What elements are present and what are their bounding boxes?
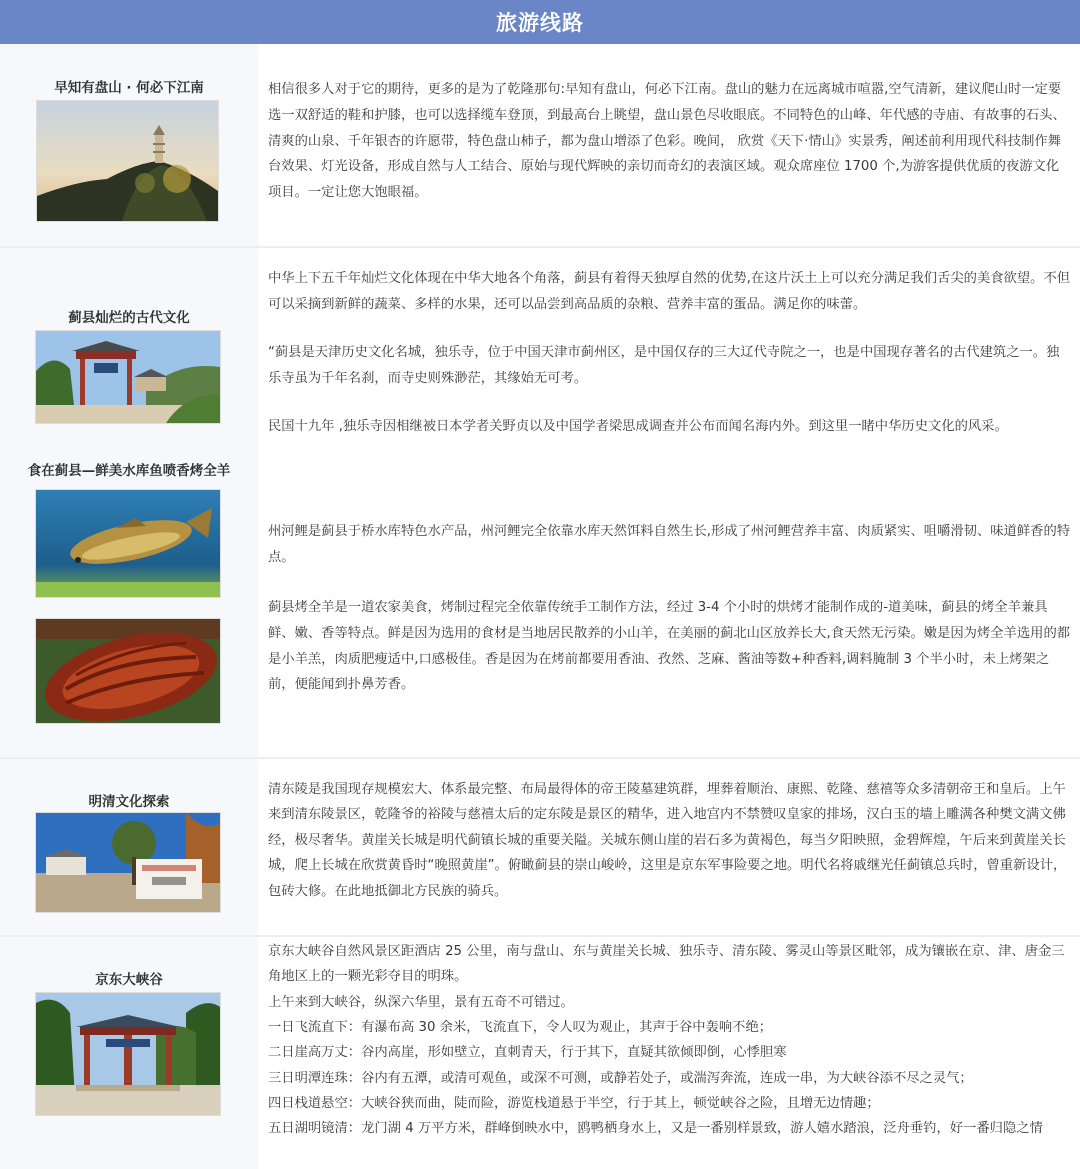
paragraph: 相信很多人对于它的期待，更多的是为了乾隆那句:早知有盘山，何必下江南。盘山的魅力在远离城市喧嚣,空气清新，建议爬山时一定要选一双舒适的鞋和护膝，也可以选择缆车登顶，到最高台上眺望，盘山景色尽收眼底。不同特色的山峰、年代感的寺庙、有故事的石头、清爽的山泉、千年银杏的许愿带，特色盘山柿子，都为盘山增添了色彩。晚间， 欣赏《天下·情山》实景秀，阐述前利用现代科技制作舞台效果、灯光设备，形成自然与人工结合、原始与现代辉映的亲切而奇幻的表演区域。观众席座位 1700 个,为游客提供优质的夜游文化项目。一定让您大饱眼福。 xyxy=(268,82,1066,201)
paragraph: 四日栈道悬空：大峡谷狭而曲，陡而险，游览栈道悬于半空，行于其上，顿觉峡谷之险，且增无边情趣； xyxy=(268,1096,880,1111)
section-label-panshan: 早知有盘山 · 何必下江南 xyxy=(54,80,204,96)
canyon-gate-photo xyxy=(35,992,221,1116)
ancient-gate-photo xyxy=(35,330,221,424)
paragraph: 蓟县烤全羊是一道农家美食，烤制过程完全依靠传统手工制作方法，经过 3-4 个小时的烘烤才能制作成的-道美味，蓟县的烤全羊兼具鲜、嫩、香等特点。鲜是因为选用的食材是当地居民散养的小山羊，在美丽的蓟北山区放养长大,食天然无污染。嫩是因为烤全羊选用的都是小羊羔，肉质肥瘦适中,口感极佳。香是因为在烤前都要用香油、孜然、芝麻、酱油等数+种香料,调料腌制 3 个半小时，未上烤架之前，便能闻到扑鼻芳香。 xyxy=(268,600,1071,693)
roast-lamb-photo xyxy=(35,618,221,724)
paragraph: 州河鲤是蓟县于桥水库特色水产品，州河鲤完全依靠水库天然饵料自然生长,形成了州河鲤营养丰富、肉质紧实、咀嚼滑韧、味道鲜香的特点。 xyxy=(268,524,1071,565)
paragraph: 上午来到大峡谷，纵深六华里，景有五奇不可错过。 xyxy=(268,995,574,1010)
page-title: 旅游线路 xyxy=(496,11,584,35)
page-header xyxy=(0,0,1080,44)
section-label-ming-qing: 明清文化探索 xyxy=(88,794,170,810)
section-label-ancient-culture: 蓟县灿烂的古代文化 xyxy=(68,310,190,326)
paragraph: 一日飞流直下：有瀑布高 30 余米，飞流直下，令人叹为观止，其声于谷中轰响不绝； xyxy=(268,1020,773,1035)
pagoda-mountain-photo xyxy=(36,100,219,222)
section-label-canyon: 京东大峡谷 xyxy=(95,972,163,988)
section-divider xyxy=(0,935,1080,937)
paragraph: 二日崖高万丈：谷内高崖，形如壁立，直刺青天，行于其下，直疑其欲倾即倒，心悸胆寒 xyxy=(268,1045,787,1060)
section-divider xyxy=(0,757,1080,759)
paragraph: 五日湖明镜清：龙门湖 4 万平方米，群峰倒映水中，鸥鸭栖身水上，又是一番别样景致，游人嬉水踏浪，泛舟垂钓，好一番归隐之情 xyxy=(268,1121,1043,1136)
qingdongling-photo xyxy=(35,812,221,913)
section-label-food: 食在蓟县—鲜美水库鱼喷香烤全羊 xyxy=(27,463,231,479)
paragraph: 中华上下五千年灿烂文化体现在中华大地各个角落，蓟县有着得天独厚自然的优势,在这片沃土上可以充分满足我们舌尖的美食欲望。不但可以采摘到新鲜的蔬菜、多样的水果，还可以品尝到高品质的杂粮、营养丰富的蛋品。满足你的味蕾。 xyxy=(268,271,1071,312)
carp-fish-photo xyxy=(35,489,221,598)
paragraph: 清东陵是我国现存规模宏大、体系最完整、布局最得体的帝王陵墓建筑群，埋葬着顺治、康熙、乾隆、慈禧等众多清朝帝王和皇后。上午来到清东陵景区，乾隆爷的裕陵与慈禧太后的定东陵是景区的精华，进入地宫内不禁赞叹皇家的排场，汉白玉的墙上雕满各种樊文满文佛经，极尽奢华。黄崖关长城是明代蓟镇长城的重要关隘。关城东侧山崖的岩石多为黄褐色，每当夕阳映照，金碧辉煌，午后来到黄崖关长城，爬上长城在欣赏黄昏时“晚照黄崖”。俯瞰蓟县的崇山峻岭，这里是京东军事险要之地。明代名将戚继光任蓟镇总兵时，曾重新设计，包砖大修。在此地抵御北方民族的骑兵。 xyxy=(268,782,1067,899)
paragraph: 三日明潭连珠：谷内有五潭，或清可观鱼，或深不可测，或静若处子，或湍泻奔流，连成一串，为大峡谷添不尽之灵气； xyxy=(268,1071,973,1086)
paragraph: “蓟县是天津历史文化名城，独乐寺，位于中国天津市蓟州区，是中国仅存的三大辽代寺院之一，也是中国现存著名的古代建筑之一。独乐寺虽为千年名刹，而寺史则殊渺茫，其缘始无可考。 xyxy=(268,345,1060,386)
paragraph: 民国十九年 ,独乐寺因相继被日本学者关野贞以及中国学者梁思成调查并公布而闻名海内外。到这里一睹中华历史文化的风采。 xyxy=(268,419,1008,434)
paragraph: 京东大峡谷自然风景区距酒店 25 公里，南与盘山、东与黄崖关长城、独乐寺、清东陵、雾灵山等景区毗邻，成为镶嵌在京、津、唐金三角地区上的一颗光彩夺目的明珠。 xyxy=(268,944,1065,985)
section-divider xyxy=(0,246,1080,248)
